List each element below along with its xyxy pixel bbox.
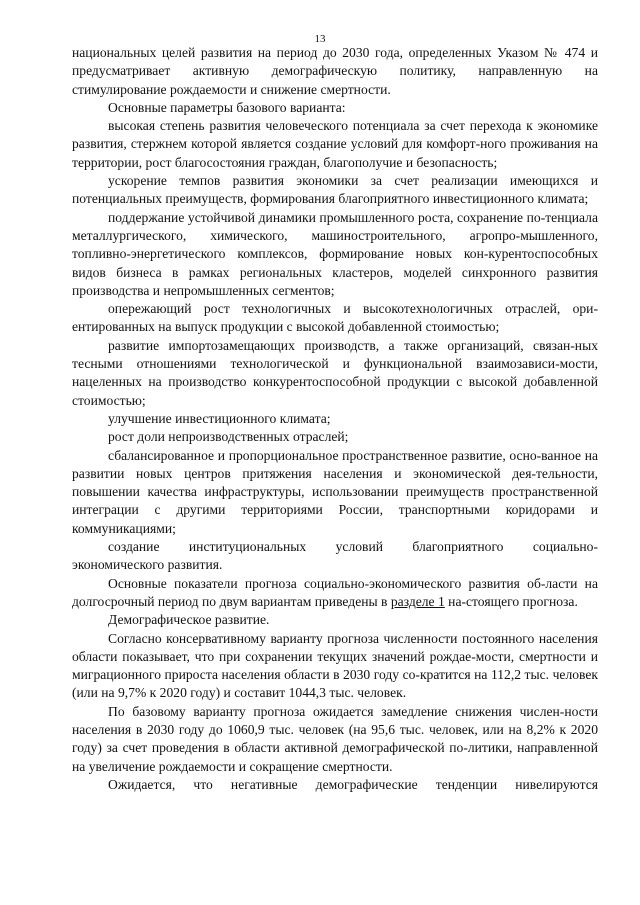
text-segment: Основные показатели прогноза социально-экономического развития об-ласти на долгосрочный период по двум вариантам приведены в [72,575,598,609]
paragraph [72,44,598,99]
page-number: 13 [314,33,326,45]
paragraph [72,337,598,410]
text-segment: высокая степень развития человеческого потенциала за счет перехода к экономике развития, стержнем которой является создание условий для комфорт-ного проживания на территории, рост благосостояния граждан, благополучие и безопасность; [72,118,598,170]
paragraph [72,209,598,300]
text-segment: Демографическое развитие. [108,612,270,628]
paragraph [72,99,598,117]
paragraph [72,556,598,574]
paragraph [72,410,598,428]
text-segment: национальных целей развития на период до 2030 года, определенных Указом № 474 и предусматривает активную демографическую политику, направленную на стимулирование рождаемости и снижение смертности. [72,45,598,97]
paragraph [72,428,598,446]
paragraph [72,300,598,337]
paragraph [72,575,598,612]
paragraph [72,611,598,629]
text-segment: улучшение инвестиционного климата; [108,410,331,426]
text-segment: экономического развития. [72,557,223,573]
text-segment: Согласно консервативному варианту прогноза численности постоянного населения области показывает, что при сохранении текущих значений рождае-мости, смертности и миграционного прироста населения области в 2030 году со-кратится на 112,2 тыс. человек (или на 9,7% к 2020 году) и составит 1044,3 тыс. человек. [72,630,598,701]
paragraph [72,172,598,209]
text-segment: ускорение темпов развития экономики за счет реализации имеющихся и потенциальных преимуществ, формирования благоприятного инвестиционного климата; [72,173,598,207]
text-segment: на-стоящего прогноза. [444,593,578,609]
text-segment: сбалансированное и пропорциональное пространственное развитие, осно-ванное на развитии новых центров притяжения населения и экономической дея-тельности, повышении качества инфраструктуры, использовании преимуществ пространственной интеграции с другими территориями России, транспортными коридорами и коммуникациями; [72,447,598,536]
text-segment: По базовому варианту прогноза ожидается замедление снижения числен-ности населения в 2030 году до 1060,9 тыс. человек (на 95,6 тыс. человек, или на 8,2% к 2020 году) за счет проведения в области активной демографической по-литики, направленной на увеличение рождаемости и сокращение смертности. [72,703,598,774]
text-segment: опережающий рост технологичных и высокотехнологичных отраслей, ори-ентированных на выпуск продукции с высокой добавленной стоимостью; [72,301,598,335]
text-segment: Ожидается, что негативные демографические тенденции нивелируются [108,776,598,792]
text-segment: Основные параметры базового варианта: [108,99,346,115]
paragraph [72,776,598,794]
paragraph [72,703,598,776]
text-segment: создание институциональных условий благоприятного социально- [108,539,598,555]
text-segment: рост доли непроизводственных отраслей; [108,429,349,445]
paragraph [72,117,598,172]
paragraph [72,630,598,703]
document-body [72,44,598,794]
paragraph [72,538,598,556]
text-segment: развитие импортозамещающих производств, а также организаций, связан-ных тесными отношениями технологической и функциональной взаимозависи-мости, нацеленных на производство конкурентоспособной продукции с высокой добавленной стоимостью; [72,337,598,408]
paragraph [72,447,598,538]
section-1-link[interactable]: разделе 1 [390,593,445,609]
text-segment: поддержание устойчивой динамики промышленного роста, сохранение по-тенциала металлургического, химического, машиностроительного, агропро-мышленного, топливно-энергетического комплексов, формирование новых кон-курентоспособных видов бизнеса в рамках региональных кластеров, моделей синхронного развития производства и непромышленных сегментов; [72,209,598,298]
